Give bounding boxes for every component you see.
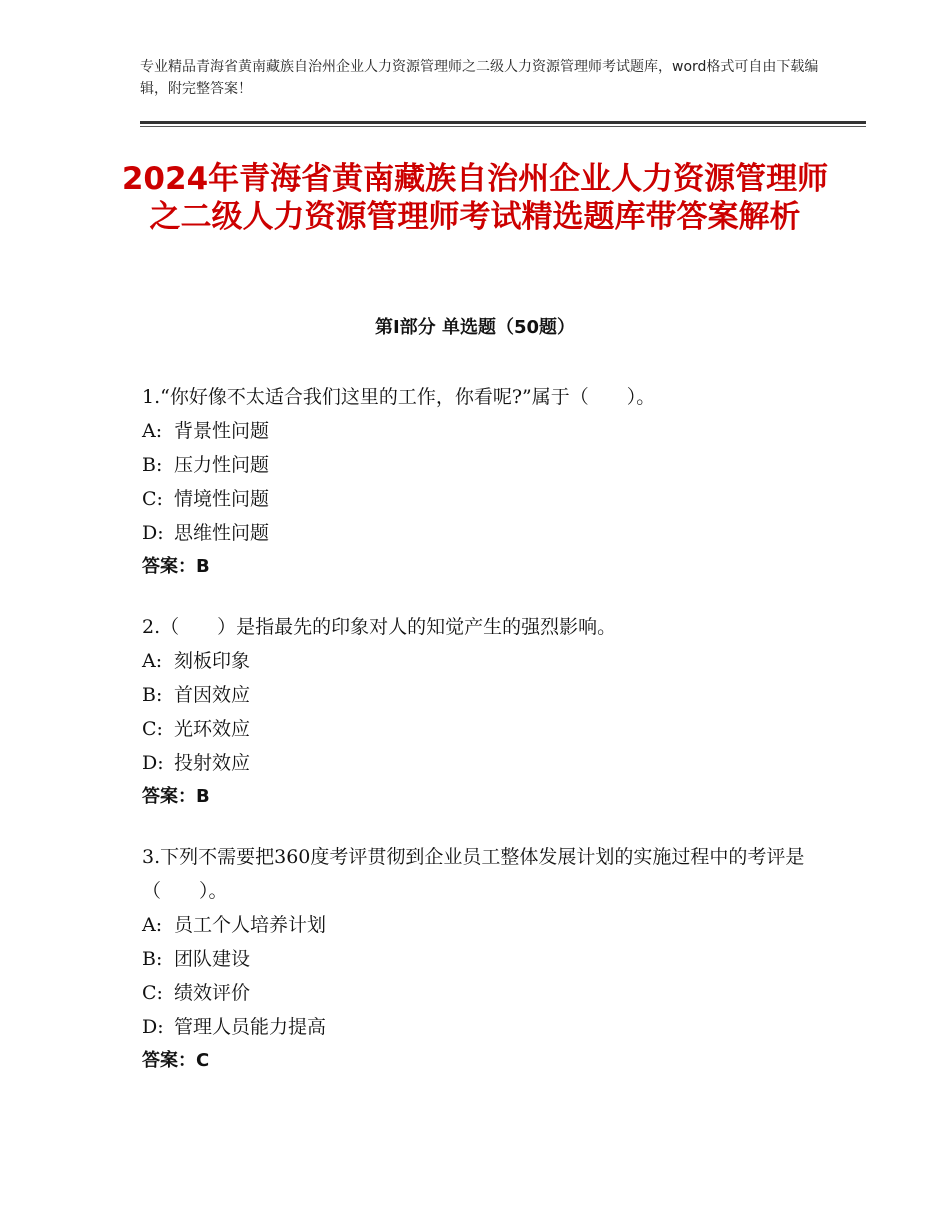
question-3 — [142, 840, 822, 1078]
option-text: 团队建设 — [174, 948, 251, 970]
option-text: 刻板印象 — [174, 650, 251, 672]
option-key: A: — [142, 650, 163, 672]
option-key: B: — [142, 684, 163, 706]
option-b — [142, 678, 822, 712]
header-divider-thick — [140, 121, 866, 124]
option-key: A: — [142, 420, 163, 442]
option-key: B: — [142, 454, 163, 476]
option-text: 情境性问题 — [174, 488, 270, 510]
option-key: C: — [142, 982, 163, 1004]
option-key: B: — [142, 948, 163, 970]
option-text: 背景性问题 — [174, 420, 270, 442]
question-stem: 2.（ ）是指最先的印象对人的知觉产生的强烈影响。 — [142, 616, 617, 638]
option-a — [142, 908, 822, 942]
option-text: 管理人员能力提高 — [174, 1016, 327, 1038]
question-list — [142, 380, 822, 1104]
question-1 — [142, 380, 822, 584]
option-key: D: — [142, 1016, 164, 1038]
answer-line: 答案：B — [142, 786, 210, 807]
option-c — [142, 712, 822, 746]
answer-line: 答案：B — [142, 556, 210, 577]
option-text: 绩效评价 — [174, 982, 251, 1004]
option-text: 员工个人培养计划 — [174, 914, 327, 936]
option-b — [142, 448, 822, 482]
question-2 — [142, 610, 822, 814]
option-text: 思维性问题 — [174, 522, 270, 544]
option-a — [142, 414, 822, 448]
question-stem: 3.下列不需要把360度考评贯彻到企业员工整体发展计划的实施过程中的考评是（ ）。 — [142, 846, 805, 902]
option-c — [142, 976, 822, 1010]
option-key: C: — [142, 488, 163, 510]
option-a — [142, 644, 822, 678]
question-stem: 1.“你好像不太适合我们这里的工作，你看呢?”属于（ ）。 — [142, 386, 656, 408]
option-d — [142, 1010, 822, 1044]
option-key: D: — [142, 752, 164, 774]
header-note: 专业精品青海省黄南藏族自治州企业人力资源管理师之二级人力资源管理师考试题库，word格式可自由下载编辑，附完整答案！ — [140, 59, 819, 97]
option-text: 压力性问题 — [174, 454, 270, 476]
option-text: 光环效应 — [174, 718, 251, 740]
option-text: 投射效应 — [174, 752, 251, 774]
header-divider-thin — [140, 126, 866, 127]
option-d — [142, 516, 822, 550]
option-key: D: — [142, 522, 164, 544]
section-heading: 第Ⅰ部分 单选题（50题） — [374, 317, 575, 338]
option-b — [142, 942, 822, 976]
answer-line: 答案：C — [142, 1050, 210, 1071]
document-title: 2024年青海省黄南藏族自治州企业人力资源管理师之二级人力资源管理师考试精选题库带答案解析 — [121, 161, 829, 235]
option-key: C: — [142, 718, 163, 740]
option-text: 首因效应 — [174, 684, 251, 706]
option-c — [142, 482, 822, 516]
option-d — [142, 746, 822, 780]
option-key: A: — [142, 914, 163, 936]
